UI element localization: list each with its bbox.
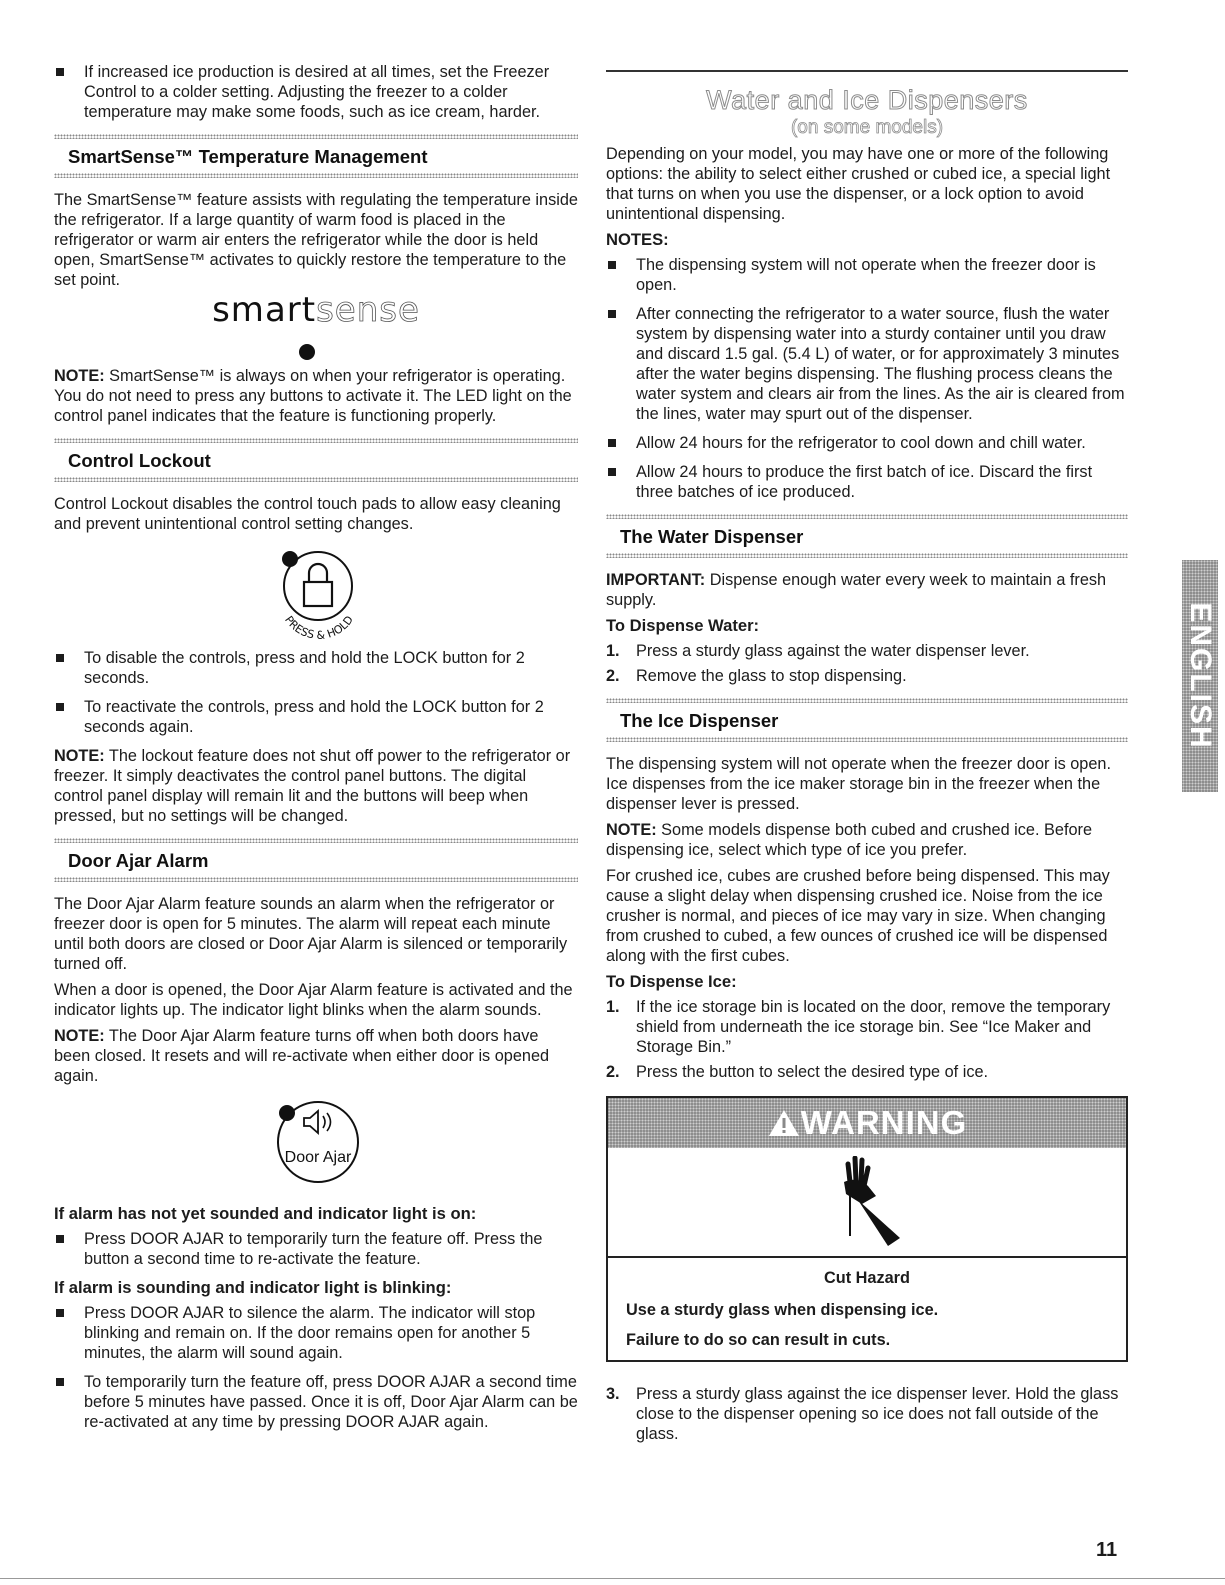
subheading: To Dispense Ice:	[606, 972, 737, 991]
warning-line: Use a sturdy glass when dispensing ice.	[626, 1301, 939, 1319]
list-item: Allow 24 hours to produce the first batch of ice. Discard the first three batches of ice produced.	[606, 462, 1128, 502]
dotted-divider	[606, 553, 1128, 558]
list-item: Press DOOR AJAR to silence the alarm. The indicator will stop blinking and remain on. If the door remains open for another 5 minutes, the alarm will sound again.	[54, 1303, 578, 1363]
section-subtitle: (on some models)	[790, 117, 944, 138]
note-paragraph: NOTE: The lockout feature does not shut off power to the refrigerator or freezer. It simply deactivates the control panel buttons. The digital control panel display will remain lit and the buttons will beep when pressed, but no settings will be changed.	[54, 747, 571, 825]
press-hold-caption: PRESS & HOLD	[282, 613, 357, 642]
list-item: 2. Press the button to select the desired type of ice.	[606, 1063, 989, 1081]
list-item: 3. Press a sturdy glass against the ice dispenser lever. Hold the glass close to the dispenser opening so ice does not fall outside of the glass.	[606, 1385, 1119, 1443]
section-header-door-ajar	[54, 838, 578, 882]
door-ajar-label: Door Ajar	[284, 1149, 352, 1166]
svg-text:PRESS & HOLD	[282, 613, 356, 642]
lock-button-illustration	[54, 540, 578, 648]
left-column	[54, 62, 578, 1441]
list-item: 2. Remove the glass to stop dispensing.	[606, 667, 907, 685]
top-rule	[606, 70, 1128, 72]
dotted-divider	[54, 173, 578, 178]
lock-icon	[260, 548, 380, 648]
list-item: Allow 24 hours for the refrigerator to cool down and chill water.	[606, 433, 1128, 453]
subheading: If alarm has not yet sounded and indicator light is on:	[54, 1204, 477, 1223]
list-item: To disable the controls, press and hold the LOCK button for 2 seconds.	[54, 648, 578, 688]
list-item: The dispensing system will not operate when the freezer door is open.	[606, 255, 1128, 295]
warning-icon-area	[608, 1148, 1126, 1258]
notes-label: NOTES:	[606, 230, 669, 249]
warning-text	[608, 1258, 1126, 1360]
paragraph: For crushed ice, cubes are crushed before being dispensed. This may cause a slight delay when dispensing crushed ice. Noise from the ice crusher is normal, and pieces of ice may vary in size. When changing from crushed to cubed, a few ounces of crushed ice will be dispensed along with the first cubes.	[606, 867, 1110, 965]
language-tab: ENGLISH	[1182, 560, 1218, 792]
section-title: Water and Ice Dispensers	[706, 85, 1028, 115]
list-item: If increased ice production is desired at all times, set the Freezer Control to a colder setting. Adjusting the freezer to a colder temperature may make some foods, such as ice cream, harder.	[54, 62, 578, 122]
dotted-divider	[606, 737, 1128, 742]
paragraph: The Door Ajar Alarm feature sounds an alarm when the refrigerator or freezer door is open for 5 minutes. The alarm will repeat each minute until both doors are closed or Door Ajar Alarm is silenced or temporarily turned off.	[54, 895, 568, 973]
indicator-dot-icon	[299, 344, 315, 360]
paragraph: The dispensing system will not operate when the freezer door is open. Ice dispenses from the ice maker storage bin in the freezer when the dispenser lever is pressed.	[606, 755, 1111, 813]
right-column	[606, 62, 1128, 1449]
hazard-title: Cut Hazard	[824, 1269, 910, 1287]
section-header-water	[606, 514, 1128, 558]
dotted-divider	[54, 477, 578, 482]
bottom-rule	[0, 1578, 1225, 1579]
logo-text: smartsense	[212, 290, 420, 330]
paragraph: Control Lockout disables the control touch pads to allow easy cleaning and prevent unintentional control setting changes.	[54, 495, 561, 533]
warning-header	[608, 1098, 1126, 1148]
smartsense-logo	[54, 290, 578, 360]
paragraph: Depending on your model, you may have one or more of the following options: the ability to select either crushed or cubed ice, a special light that turns on when you use the dispenser, or a lock option to avoid unintentional dispensing.	[606, 145, 1111, 223]
page-number: 11	[1096, 1539, 1118, 1561]
warning-box	[606, 1096, 1128, 1362]
section-heading: The Water Dispenser	[620, 526, 804, 547]
section-heading: The Ice Dispenser	[620, 710, 779, 731]
note-paragraph: NOTE: The Door Ajar Alarm feature turns off when both doors have been closed. It resets and will re-activate when either door is opened again.	[54, 1027, 550, 1085]
note-paragraph: NOTE: SmartSense™ is always on when your refrigerator is operating. You do not need to press any buttons to activate it. The LED light on the control panel indicates that the feature is functioning properly.	[54, 367, 572, 425]
paragraph: The SmartSense™ feature assists with regulating the temperature inside the refrigerator. If a large quantity of warm food is placed in the refrigerator or warm air enters the refrigerator while the door is held open, SmartSense™ activates to quickly restore the temperature to the set point.	[54, 191, 578, 289]
section-heading: Door Ajar Alarm	[68, 850, 209, 871]
list-item: 1. If the ice storage bin is located on the door, remove the temporary shield from underneath the ice storage bin. See “Ice Maker and Storage Bin.”	[606, 998, 1111, 1056]
note-paragraph: NOTE: Some models dispense both cubed and crushed ice. Before dispensing ice, select which type of ice you prefer.	[606, 821, 1092, 859]
list-item: Press DOOR AJAR to temporarily turn the feature off. Press the button a second time to re-activate the feature.	[54, 1229, 578, 1269]
important-paragraph: IMPORTANT: Dispense enough water every week to maintain a fresh supply.	[606, 571, 1107, 609]
door-ajar-button-illustration	[54, 1092, 578, 1200]
warning-triangle-icon	[767, 1108, 801, 1138]
section-heading: SmartSense™ Temperature Management	[68, 146, 428, 167]
subheading: To Dispense Water:	[606, 616, 760, 635]
paragraph: When a door is opened, the Door Ajar Alarm feature is activated and the indicator lights up. The indicator light blinks when the alarm sounds.	[54, 981, 573, 1019]
section-header-lockout	[54, 438, 578, 482]
subheading: If alarm is sounding and indicator light is blinking:	[54, 1278, 452, 1297]
warning-title: WARNING	[800, 1104, 968, 1141]
section-header-ice	[606, 698, 1128, 742]
list-item: To reactivate the controls, press and hold the LOCK button for 2 seconds again.	[54, 697, 578, 737]
door-ajar-icon	[264, 1096, 374, 1196]
section-header-smartsense	[54, 134, 578, 178]
cut-hazard-icon	[828, 1156, 908, 1248]
list-item: To temporarily turn the feature off, press DOOR AJAR a second time before 5 minutes have passed. Once it is off, Door Ajar Alarm can be re-activated at any time by pressing DOOR AJAR again.	[54, 1372, 578, 1432]
warning-line: Failure to do so can result in cuts.	[626, 1331, 891, 1349]
list-item: After connecting the refrigerator to a water source, flush the water system by dispensing water into a sturdy container until you draw and discard 1.5 gal. (5.4 L) of water, or for approximately 3 minutes after the water begins dispensing. The flushing process cleans the water system and clears air from the lines. As the air is cleared from the lines, water may spurt out of the dispenser.	[606, 304, 1128, 424]
list-item: 1. Press a sturdy glass against the water dispenser lever.	[606, 642, 1030, 660]
dotted-divider	[54, 877, 578, 882]
section-heading: Control Lockout	[68, 450, 211, 471]
